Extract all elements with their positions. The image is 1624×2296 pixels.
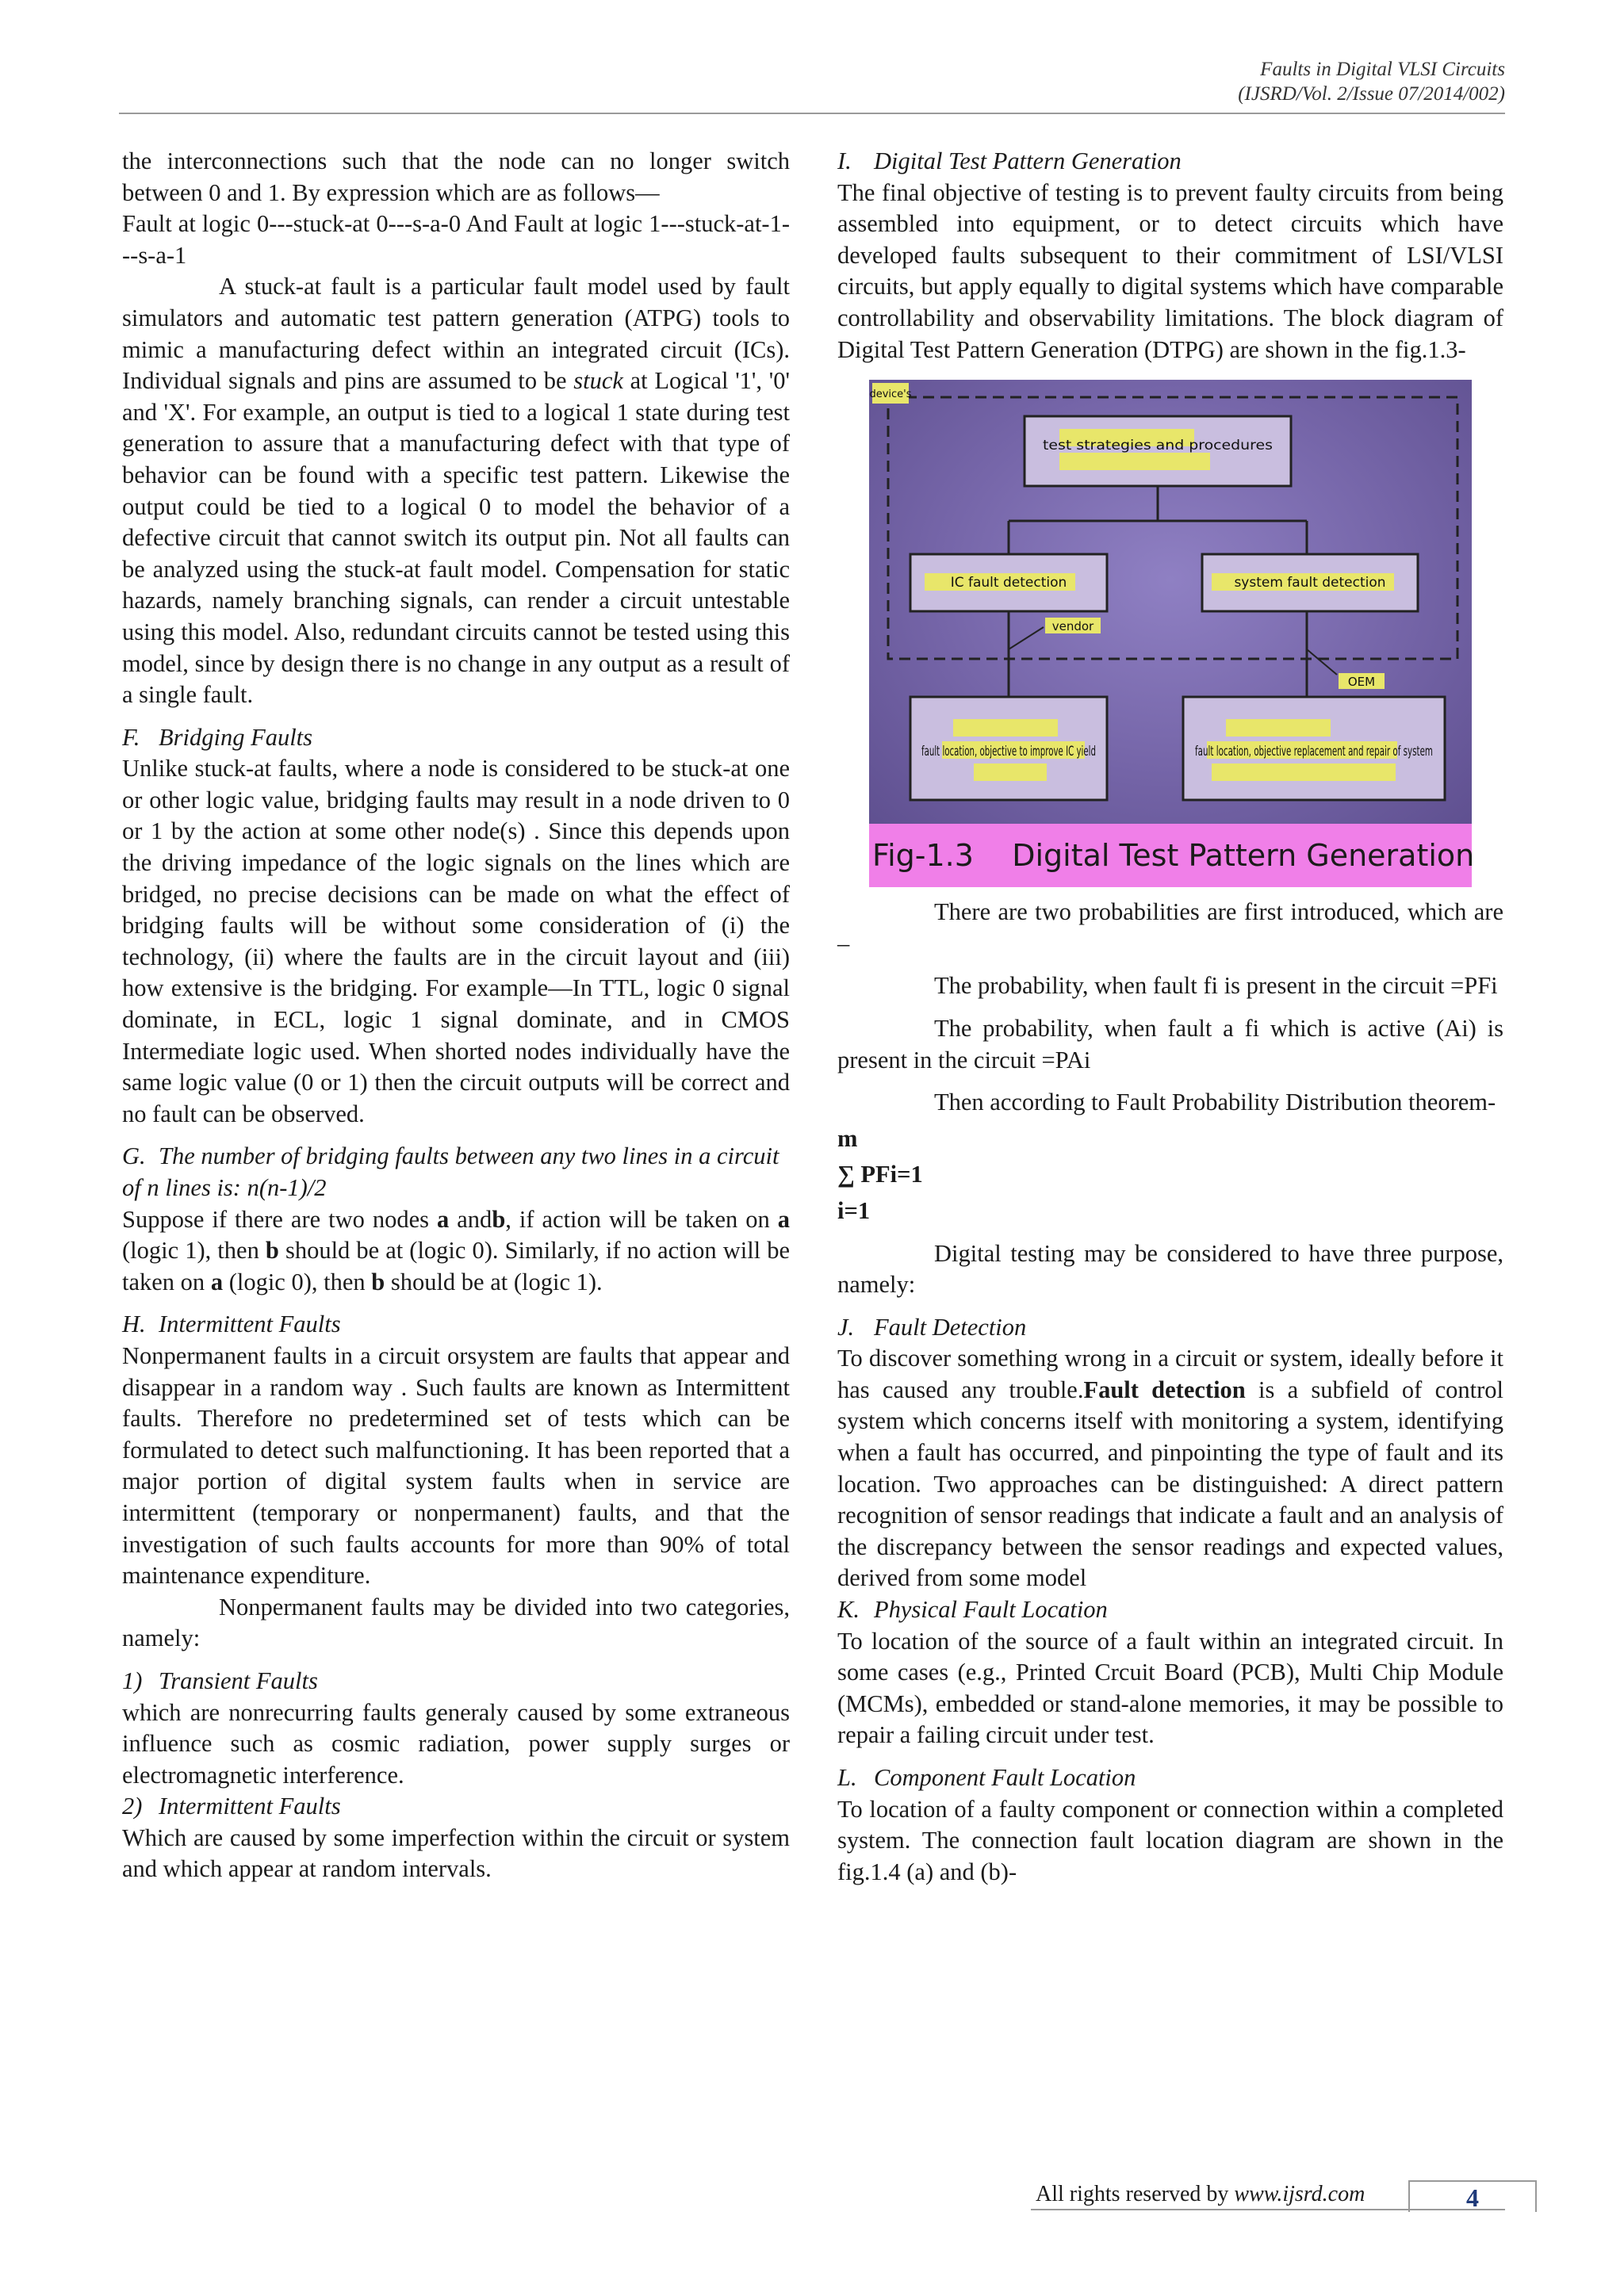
journal-title: Faults in Digital VLSI Circuits — [1260, 59, 1505, 80]
figure-caption: Fig-1.3 Digital Test Pattern Generation — [869, 824, 1472, 887]
equation-lower-limit: i=1 — [837, 1196, 871, 1224]
paragraph: Fault at logic 0---stuck-at 0---s-a-0 And Fault at logic 1---stuck-at-1---s-a-1 — [122, 210, 790, 269]
paragraph: A stuck-at fault is a particular fault model used by fault simulators and automatic test pattern generation (ATPG) tools to mimic a manufacturing defect within an integrated circuit (ICs). Individual signals and pins are assumed to be stuck at Logical '1', '0' and 'X'. For example, an output is tied to a logical 1 state during test generation to assure that a manufacturing defect with that type of behavior can be found with a specific test pattern. Likewise the output could be tied to a logical 0 to model the behavior of a defective circuit that cannot switch its output pin. Not all faults can be analyzed using the stuck-at fault model. Compensation for static hazards, namely branching signals, can render a circuit untestable using this model. Also, redundant circuits cannot be tested using this model, since by design there is no change in any output as a result of a single fault. — [122, 273, 790, 709]
running-header — [1238, 57, 1505, 106]
equation-upper-limit: m — [837, 1124, 858, 1152]
footer-site-link[interactable]: www.ijsrd.com — [1234, 2182, 1365, 2206]
box-test-strategies: test strategies and procedures — [1043, 438, 1274, 454]
block-diagram — [869, 380, 1472, 824]
equation-sum: ∑ PFi=1 — [837, 1161, 923, 1188]
section-heading-i: I. Digital Test Pattern Generation — [837, 147, 1182, 174]
paragraph: Suppose if there are two nodes a andb, if action will be taken on a (logic 1), then b should be at (logic 0). Similarly, if no action will be taken on a (logic 0), then b should be at (logic 1). — [122, 1205, 791, 1295]
corner-label: device's — [869, 388, 912, 401]
header-rule — [119, 113, 1505, 114]
right-column — [837, 146, 1503, 1888]
figure-1-3 — [869, 380, 1475, 887]
section-heading-h: H. Intermittent Faults — [122, 1311, 341, 1338]
paragraph: The probability, when fault fi is present in the circuit =PFi — [934, 972, 1498, 1000]
box-fault-location-system: fault location, objective replacement and repair of system — [1195, 744, 1433, 760]
paragraph: The probability, when fault a fi which is active (Ai) is present in the circuit =PAi — [837, 1014, 1503, 1073]
subsection-heading-transient: 1) Transient Faults — [122, 1667, 318, 1694]
box-system-fault-detection: system fault detection — [1234, 575, 1386, 591]
label-oem: OEM — [1347, 675, 1376, 690]
left-column — [122, 146, 790, 1885]
label-vendor: vendor — [1051, 619, 1094, 634]
box-ic-fault-detection: IC fault detection — [950, 575, 1067, 591]
paragraph: The final objective of testing is to prevent faulty circuits from being assembled into equipment, or to detect circuits which have developed faults subsequent to their commitment of LSI/VLSI circuits, but apply equally to digital systems which have comparable controllability and observability limitations. The block diagram of Digital Test Pattern Generation (DTPG) are shown in the fig.1.3- — [837, 178, 1503, 363]
paragraph: Digital testing may be considered to have three purpose, namely: — [837, 1239, 1503, 1299]
paragraph: which are nonrecurring faults generaly caused by some extraneous influence such as cosmic radiation, power supply surges or electromagnetic interference. — [122, 1698, 790, 1789]
paragraph: There are two probabilities are first introduced, which are – — [837, 898, 1503, 957]
paragraph: Nonpermanent faults in a circuit orsystem are faults that appear and disappear in a random way . Such faults are known as Intermittent faults. Therefore no predetermined set of tests which can be formulated to detect such malfunctioning. It has been reported that a major portion of digital system faults when in service are intermittent (temporary or nonpermanent) faults, and that the investigation of such faults accounts for more than 90% of total maintenance expenditure. — [122, 1341, 790, 1590]
box-fault-location-ic: fault location, objective to improve IC yield — [921, 744, 1096, 760]
paragraph: the interconnections such that the node can no longer switch between 0 and 1. By expression which are as follows— — [122, 147, 790, 206]
section-heading-j: J. Fault Detection — [837, 1313, 1027, 1341]
section-heading-f: F. Bridging Faults — [122, 723, 313, 751]
section-heading-g: G. The number of bridging faults between any two lines in a circuit of n lines is: n(n-1)/2 — [122, 1142, 779, 1201]
page-number: 4 — [1408, 2180, 1537, 2212]
footer-rule — [1031, 2209, 1505, 2210]
section-heading-l: L. Component Fault Location — [837, 1764, 1136, 1791]
paragraph: Unlike stuck-at faults, where a node is considered to be stuck-at one or other logic value, bridging faults may result in a node driven to 0 or 1 by the action at some other node(s) . Since this depends upon the driving impedance of the logic signals on the lines which are bridged, no precise decisions can be made on what the effect of bridging faults will be without some consideration of (i) the technology, (ii) where the faults are in the circuit layout and (iii) how extensive is the bridging. For example—In TTL, logic 0 signal dominate, in ECL, logic 1 signal dominate, and in CMOS Intermediate logic used. When shorted nodes individually have the same logic value (0 or 1) then the circuit outputs will be correct and no fault can be observed. — [122, 755, 790, 1127]
subsection-heading-intermittent: 2) Intermittent Faults — [122, 1793, 341, 1820]
paragraph: To discover something wrong in a circuit or system, ideally before it has caused any trouble.Fault detection is a subfield of control system which concerns itself with monitoring a system, identifying when a fault has occurred, and pinpointing the type of fault and its location. Two approaches can be distinguished: A direct pattern recognition of sensor readings that indicate a fault and an analysis of the discrepancy between the sensor readings and expected values, derived from some model — [837, 1345, 1503, 1592]
section-heading-k: K. Physical Fault Location — [837, 1596, 1108, 1624]
paragraph: Nonpermanent faults may be divided into two categories, namely: — [122, 1593, 790, 1652]
block-diagram-image — [869, 380, 1472, 824]
footer-copyright: All rights reserved by www.ijsrd.com — [1036, 2182, 1365, 2206]
paragraph: To location of the source of a fault within an integrated circuit. In some cases (e.g., Printed Crcuit Board (PCB), Multi Chip Module (MCMs), embedded or stand-alone memories, it may be possible to repair a failing circuit under test. — [837, 1627, 1503, 1749]
paragraph: To location of a faulty component or connection within a completed system. The connection fault location diagram are shown in the fig.1.4 (a) and (b)- — [837, 1795, 1503, 1885]
paragraph: Which are caused by some imperfection within the circuit or system and which appear at random intervals. — [122, 1823, 790, 1883]
journal-citation: (IJSRD/Vol. 2/Issue 07/2014/002) — [1238, 83, 1505, 105]
paragraph: Then according to Fault Probability Distribution theorem- — [934, 1089, 1496, 1116]
